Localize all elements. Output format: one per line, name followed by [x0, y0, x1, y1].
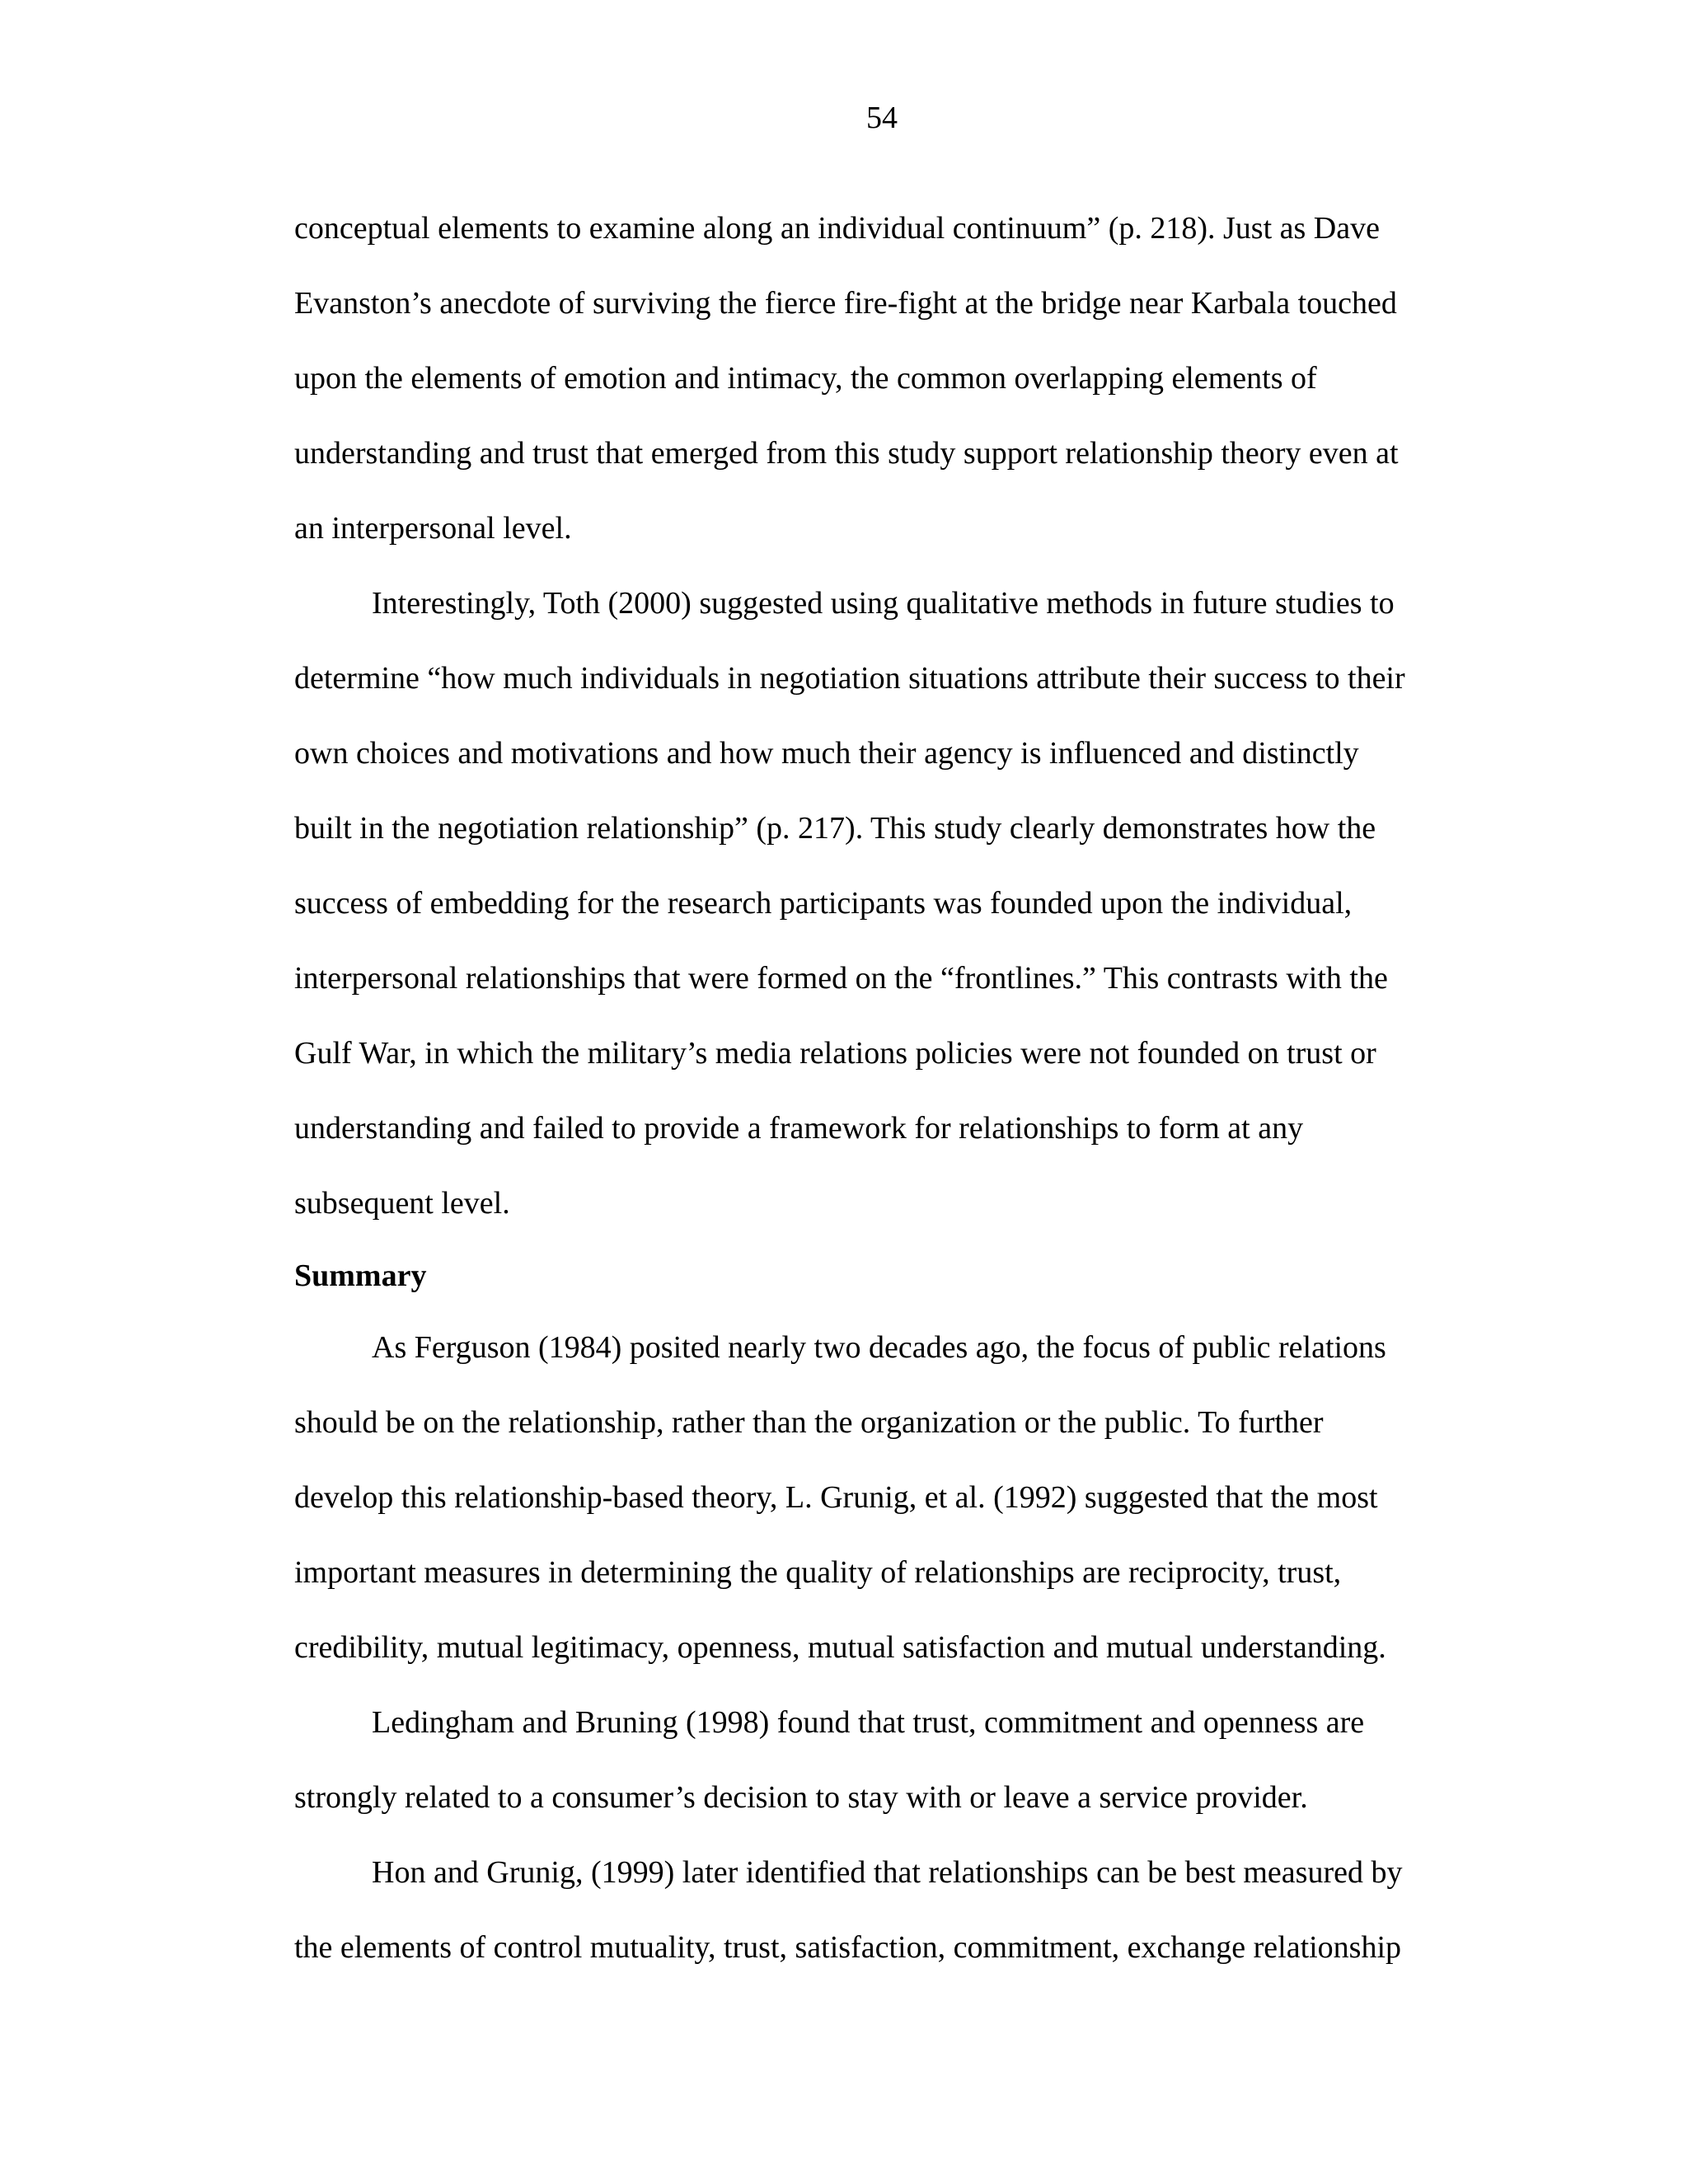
text-line: should be on the relationship, rather than the organization or the public. To further — [294, 1405, 1324, 1440]
text-line: understanding and trust that emerged from this study support relationship theory even at — [294, 436, 1399, 471]
text-line: built in the negotiation relationship” (p. 217). This study clearly demonstrates how the — [294, 811, 1376, 846]
text-line: credibility, mutual legitimacy, openness, mutual satisfaction and mutual understanding. — [294, 1630, 1386, 1665]
text-line: success of embedding for the research participants was founded upon the individual, — [294, 886, 1353, 921]
page-number: 54 — [866, 101, 898, 135]
text-line: develop this relationship-based theory, L. Grunig, et al. (1992) suggested that the most — [294, 1480, 1378, 1515]
section-heading: Summary — [294, 1258, 427, 1293]
text-line: Ledingham and Bruning (1998) found that trust, commitment and openness are — [372, 1705, 1365, 1740]
text-line: important measures in determining the quality of relationships are reciprocity, trust, — [294, 1555, 1342, 1590]
text-line: an interpersonal level. — [294, 511, 572, 546]
text-line: strongly related to a consumer’s decision to stay with or leave a service provider. — [294, 1780, 1308, 1815]
text-line: As Ferguson (1984) posited nearly two decades ago, the focus of public relations — [372, 1330, 1386, 1365]
paragraph-ledingham — [294, 1685, 1465, 1835]
paragraph-toth — [294, 566, 1465, 1241]
paragraph-ferguson — [294, 1310, 1465, 1685]
text-line: Evanston’s anecdote of surviving the fierce fire-fight at the bridge near Karbala touched — [294, 286, 1397, 321]
text-line: conceptual elements to examine along an individual continuum” (p. 218). Just as Dave — [294, 211, 1380, 246]
text-line: interpersonal relationships that were formed on the “frontlines.” This contrasts with the — [294, 961, 1388, 996]
text-line: upon the elements of emotion and intimacy, the common overlapping elements of — [294, 361, 1317, 396]
paragraph-continuation — [294, 191, 1465, 566]
body-text — [294, 191, 1465, 1985]
paragraph-hon-grunig — [294, 1835, 1465, 1985]
text-line: determine “how much individuals in negotiation situations attribute their success to their — [294, 661, 1405, 696]
text-line: the elements of control mutuality, trust, satisfaction, commitment, exchange relationship — [294, 1930, 1402, 1965]
text-line: Hon and Grunig, (1999) later identified that relationships can be best measured by — [372, 1855, 1403, 1890]
text-line: own choices and motivations and how much their agency is influenced and distinctly — [294, 736, 1359, 771]
text-line: understanding and failed to provide a framework for relationships to form at any — [294, 1111, 1304, 1146]
text-line: Gulf War, in which the military’s media relations policies were not founded on trust or — [294, 1036, 1376, 1071]
text-line: subsequent level. — [294, 1186, 510, 1221]
text-line: Interestingly, Toth (2000) suggested using qualitative methods in future studies to — [372, 586, 1395, 621]
